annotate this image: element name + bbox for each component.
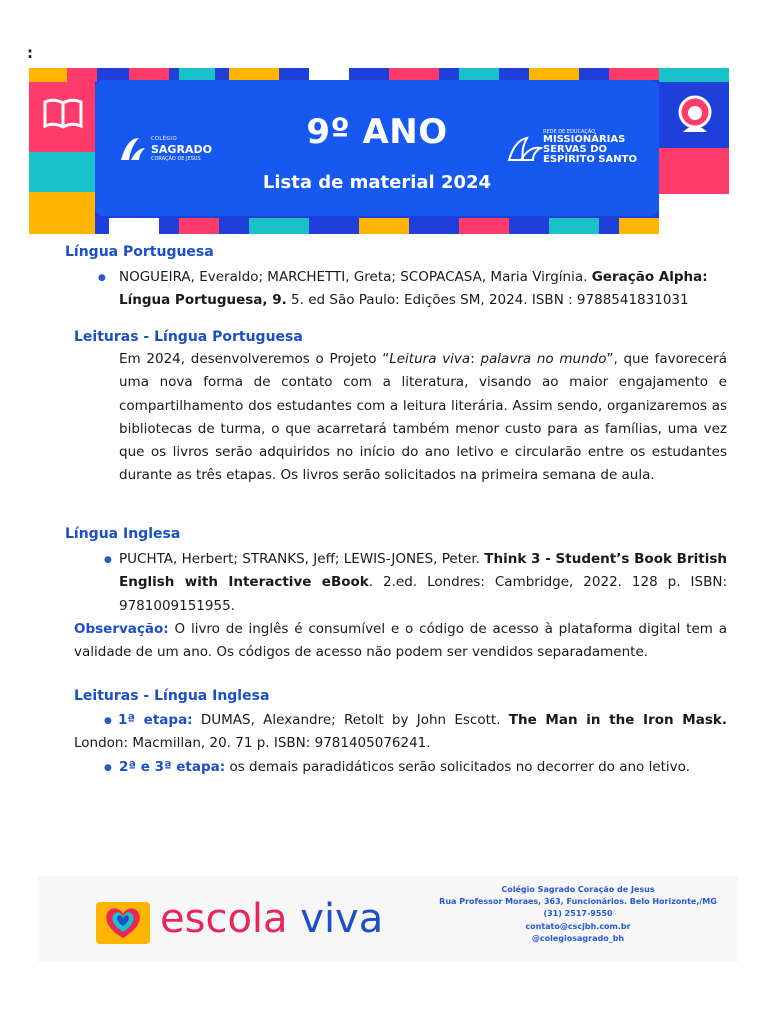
book-authors: NOGUEIRA, Everaldo; MARCHETTI, Greta; SCOPACASA, Maria Virgínia. [119, 269, 592, 285]
banner-tile [529, 68, 579, 80]
english-reading-stage2 [119, 756, 727, 779]
note-label: Observação: [74, 621, 169, 637]
banner-tile [229, 68, 279, 80]
missionarias-logo [507, 128, 647, 168]
banner-tile [249, 218, 309, 234]
page-marker: : [27, 44, 33, 62]
section-heading-english: Língua Inglesa [65, 526, 181, 542]
banner-tile [67, 68, 97, 82]
sagrado-mark-icon [117, 134, 149, 164]
note-text: O livro de inglês é consumível e o código de acesso à plataforma digital tem a validade de um ano. Os códigos de acesso não podem ser vendidos separadamente. [74, 621, 727, 661]
sagrado-logo-line3: CORAÇÃO DE JESUS [151, 156, 201, 162]
list-subtitle: Lista de material 2024 [262, 172, 492, 193]
english-book-entry [119, 548, 727, 618]
banner-tile [179, 218, 219, 234]
banner-tile [29, 192, 95, 234]
grade-title: 9º ANO [306, 112, 448, 152]
sagrado-logo-line2: SAGRADO [151, 143, 212, 156]
banner-tile [109, 218, 159, 234]
readings-text-end: ”, que favorecerá uma nova forma de contato com a literatura, visando ao maior engajamento e compartilhamento dos estudantes com a leitura literária. Assim sendo, organizaremos as bibliotecas de turma, o que acarretará também menor custo para as famílias, uma vez que os livros serão adquiridos no início do ano letivo e circularão entre os estudantes durante as três etapas. Os livros serão solicitados na primeira semana de aula. [119, 351, 728, 484]
footer-contact [438, 884, 718, 945]
bullet-icon: ● [104, 716, 112, 726]
school-phone: (31) 2517-9550 [543, 909, 613, 919]
sagrado-logo-line1: COLÉGIO [151, 136, 178, 142]
missionarias-logo-line4: ESPÍRITO SANTO [543, 154, 637, 165]
section-heading-portuguese: Língua Portuguesa [65, 244, 214, 260]
project-name: Leitura viva [389, 351, 471, 367]
person-icon [673, 92, 717, 136]
book-title-part2: Língua Portuguesa, 9. [119, 292, 287, 309]
missionarias-logo-line3: SERVAS DO [543, 144, 608, 155]
school-address: Rua Professor Moraes, 363, Funcionários. Belo Horizonte,/MG [439, 897, 717, 907]
missionarias-logo-name [543, 135, 653, 165]
banner-tile [29, 152, 95, 192]
section-heading-english-readings: Leituras - Língua Inglesa [74, 688, 270, 704]
banner-tile [129, 68, 169, 80]
bullet-icon: ● [104, 763, 112, 773]
book-icon [43, 96, 83, 130]
banner-tile [659, 68, 729, 82]
bullet-icon: ● [98, 273, 106, 283]
escola-viva-wordmark [160, 896, 383, 942]
banner-tile [459, 218, 509, 234]
bullet-icon: ● [104, 555, 112, 565]
footer [38, 876, 738, 962]
book-title-part1: Geração Alpha: [591, 269, 708, 285]
readings-text-start: Em 2024, desenvolveremos o Projeto “ [119, 351, 390, 367]
banner-tile [619, 218, 659, 234]
banner-tile [609, 68, 659, 80]
header-banner [29, 68, 729, 234]
wordmark-part1: escola [160, 896, 301, 942]
stage1-title: The Man in the Iron Mask. [508, 712, 727, 728]
banner-tile [659, 194, 729, 234]
english-reading-stage1 [74, 709, 727, 756]
school-email[interactable]: contato@cscjbh.com.br [525, 921, 631, 931]
missionarias-logo-line2: MISSIONÁRIAS [543, 134, 626, 145]
banner-tile [389, 68, 439, 80]
banner-tile [659, 148, 729, 194]
portuguese-readings-paragraph [119, 348, 727, 488]
book-edition: . 2.ed. Londres: Cambridge, 2022. 128 p. ISBN: 9781009151955. [119, 574, 727, 614]
book-edition: 5. ed São Paulo: Edições SM, 2024. ISBN : 9788541831031 [286, 292, 689, 309]
project-colon: : [470, 351, 481, 367]
stage2-label: 2ª e 3ª etapa: [119, 759, 226, 775]
stage1-authors: DUMAS, Alexandre; Retolt by John Escott. [192, 712, 509, 728]
banner-tile [459, 68, 499, 80]
section-heading-portuguese-readings: Leituras - Língua Portuguesa [74, 329, 303, 345]
stage2-text: os demais paradidáticos serão solicitados no decorrer do ano letivo. [225, 759, 690, 775]
heart-logo-icon [96, 902, 150, 944]
dove-icon [507, 134, 543, 164]
banner-tile [29, 68, 67, 82]
project-tagline: palavra no mundo [480, 351, 607, 367]
school-name: Colégio Sagrado Coração de Jesus [501, 885, 655, 894]
portuguese-book-entry [119, 266, 727, 313]
stage1-edition: London: Macmillan, 20. 71 p. ISBN: 9781405076241. [74, 735, 431, 752]
banner-tile [359, 218, 409, 234]
book-title: Think 3 - Student’s Book British English with Interactive eBook [119, 551, 727, 591]
banner-tile [309, 68, 349, 80]
book-authors: PUCHTA, Herbert; STRANKS, Jeff; LEWIS-JONES, Peter. [119, 551, 485, 567]
english-note [74, 618, 727, 665]
stage1-label: 1ª etapa: [118, 712, 193, 728]
wordmark-part2: viva [300, 896, 384, 942]
sagrado-logo [117, 132, 227, 168]
school-social[interactable]: @colegiosagrado_bh [531, 933, 625, 943]
missionarias-logo-line1: REDE DE EDUCAÇÃO [543, 129, 596, 135]
banner-tile [549, 218, 599, 234]
banner-tile [179, 68, 215, 80]
